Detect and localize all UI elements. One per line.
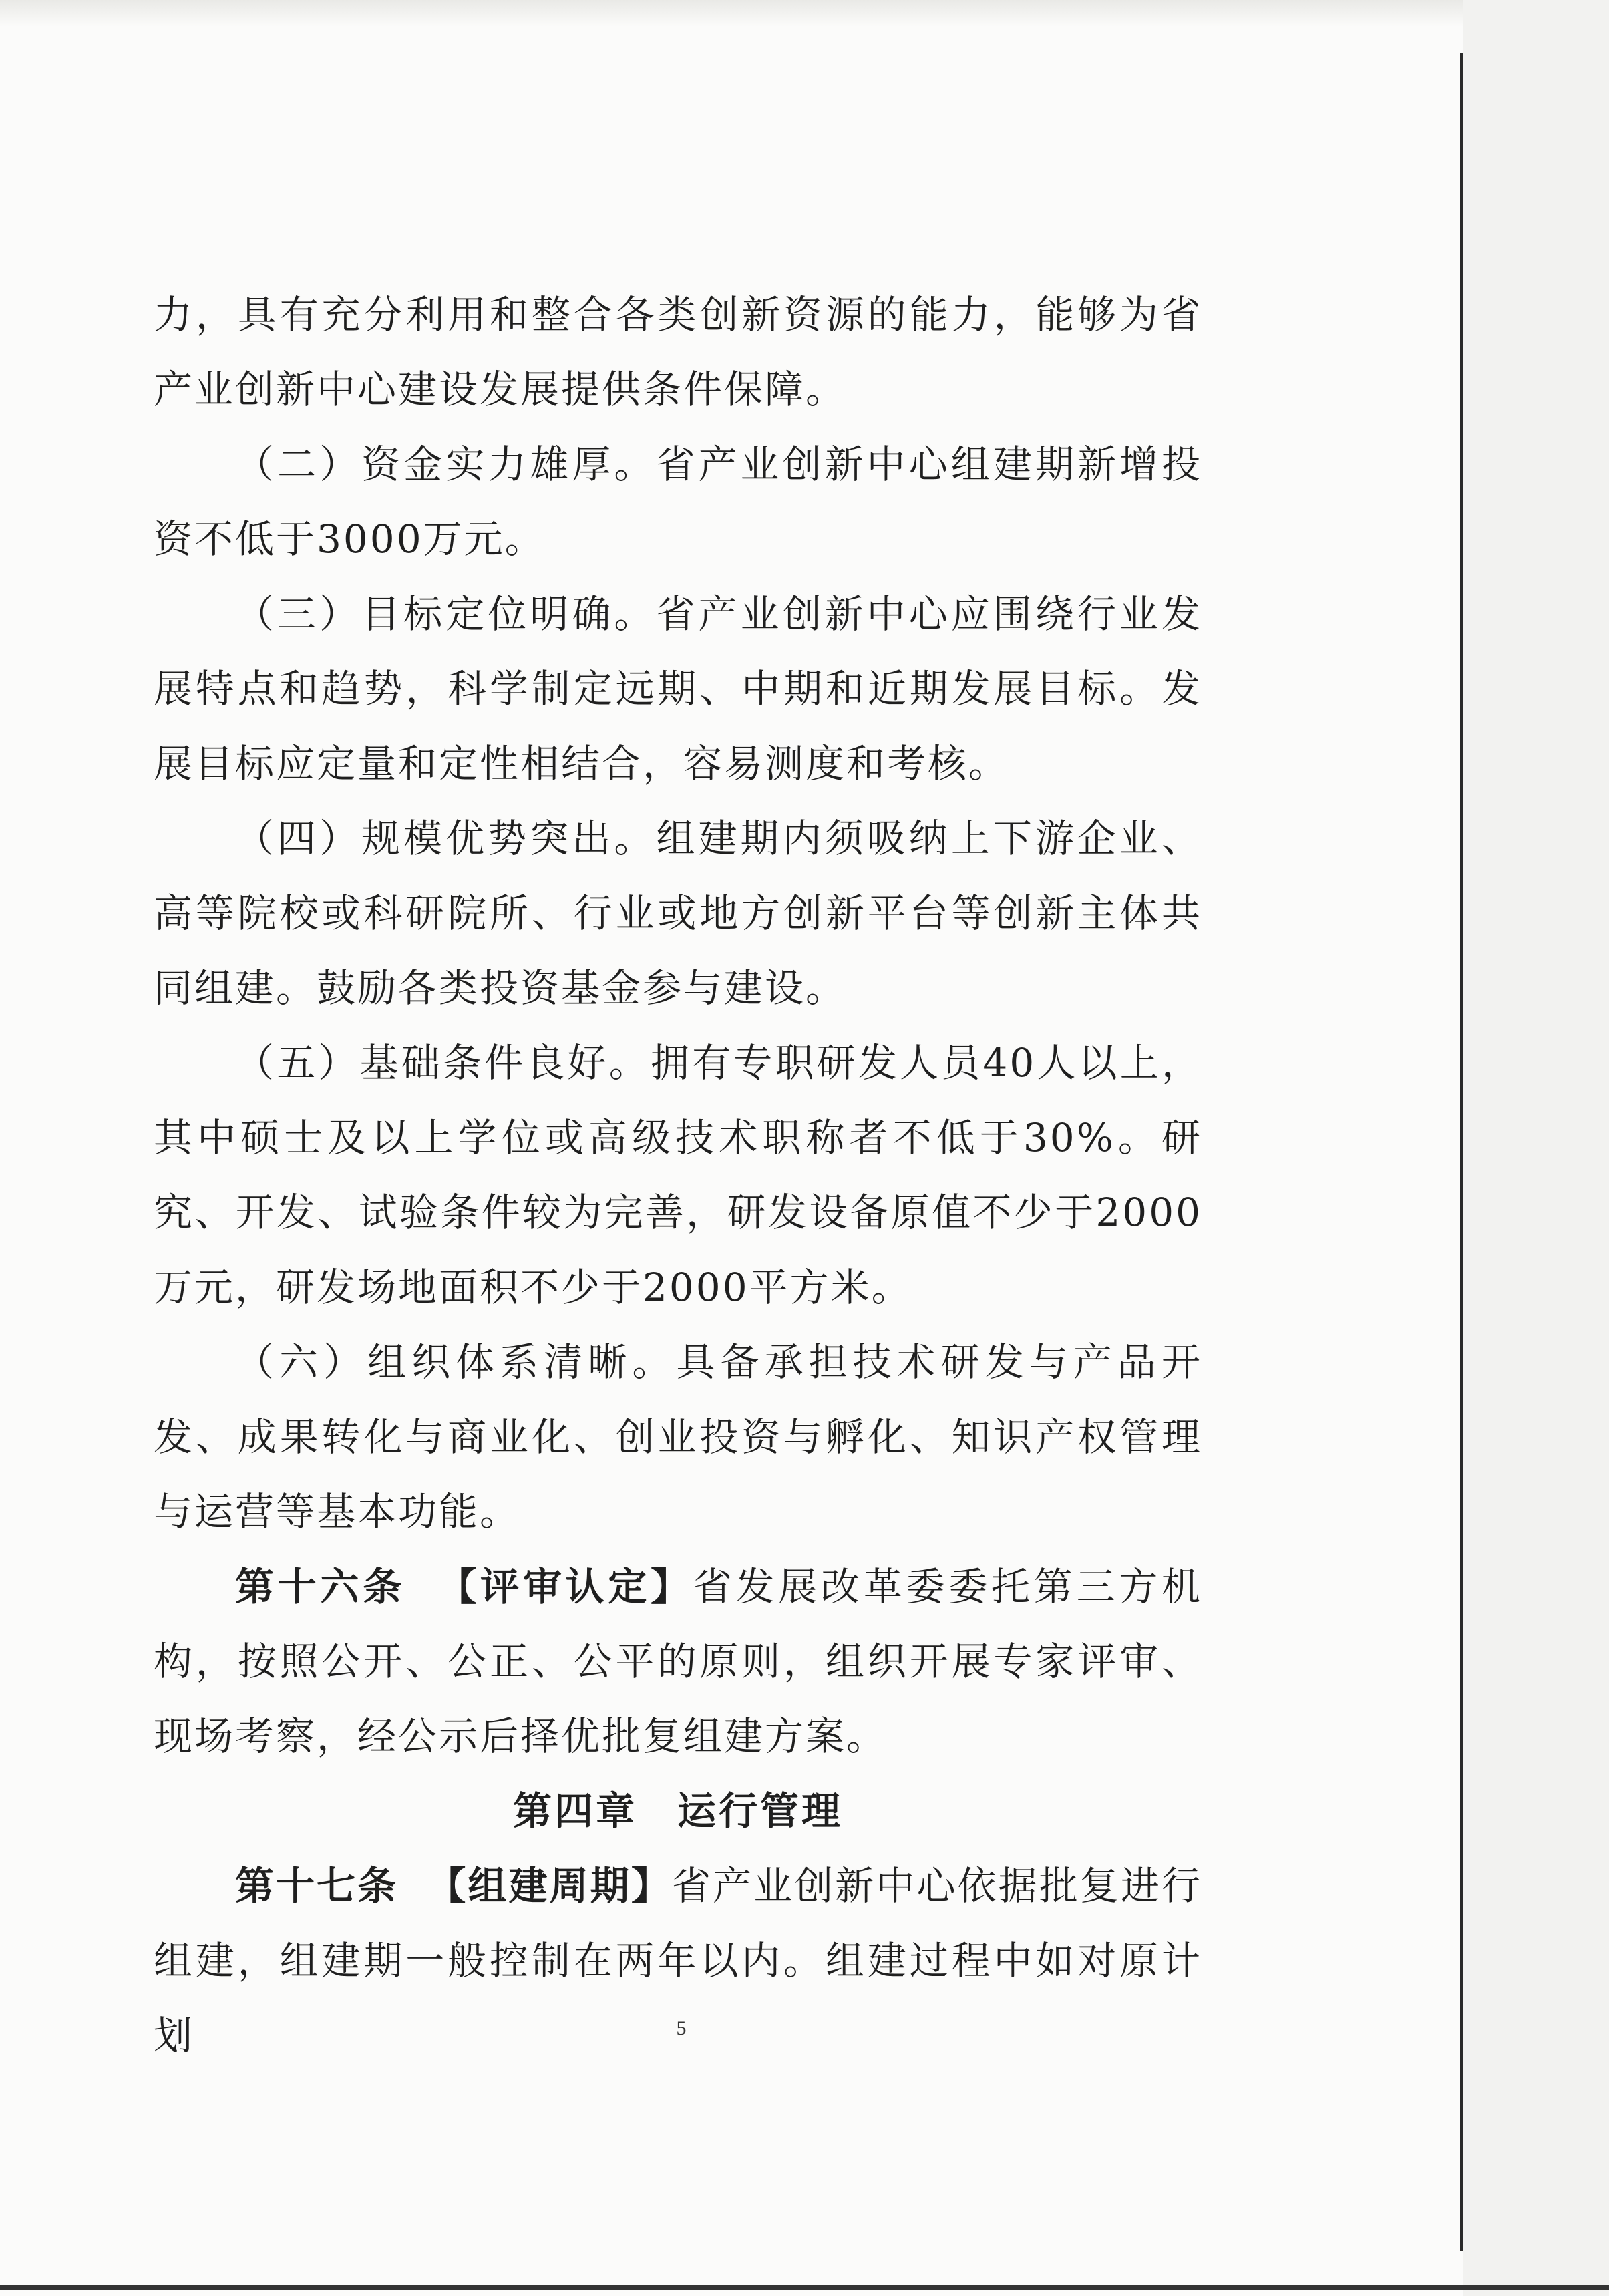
- paragraph-item-3: （三）目标定位明确。省产业创新中心应围绕行业发展特点和趋势，科学制定远期、中期和近期发展目标。发展目标应定量和定性相结合，容易测度和考核。: [154, 591, 1202, 786]
- article-16-text: 省发展改革委委托第三方机构，按照公开、公正、公平的原则，组织开展专家评审、现场考察，经公示后择优批复组建方案。: [154, 1564, 1202, 1759]
- page-number: 5: [676, 2017, 687, 2039]
- article-16: [154, 1549, 1202, 1774]
- chapter-heading: [154, 1774, 1202, 1848]
- article-17-title: 【组建周期】: [427, 1863, 672, 1909]
- chapter-title: 运行管理: [677, 1788, 844, 1834]
- paragraph-item-5: （五）基础条件良好。拥有专职研发人员40人以上，其中硕士及以上学位或高级技术职称者不低于30%。研究、开发、试验条件较为完善，研发设备原值不少于2000万元，研发场地面积不少于2000平方米。: [154, 1040, 1202, 1310]
- article-16-title: 【评审认定】: [437, 1564, 693, 1609]
- paragraph-continuation: 力，具有充分利用和整合各类创新资源的能力，能够为省产业创新中心建设发展提供条件保障。: [154, 292, 1202, 412]
- paragraph-item-4: （四）规模优势突出。组建期内须吸纳上下游企业、高等院校或科研院所、行业或地方创新平台等创新主体共同组建。鼓励各类投资基金参与建设。: [154, 816, 1202, 1011]
- scan-top-shadow: [0, 0, 1609, 27]
- paragraph-item-2: （二）资金实力雄厚。省产业创新中心组建期新增投资不低于3000万元。: [154, 442, 1202, 562]
- article-16-label: 第十六条: [235, 1564, 405, 1609]
- document-body: [154, 277, 1202, 2073]
- scan-bottom-edge-line: [0, 2285, 1609, 2290]
- article-17-text: 省产业创新中心依据批复进行组建，组建期一般控制在两年以内。组建过程中如对原计划: [154, 1863, 1202, 2058]
- paragraph-item-6: （六）组织体系清晰。具备承担技术研发与产品开发、成果转化与商业化、创业投资与孵化、知识产权管理与运营等基本功能。: [154, 1339, 1202, 1534]
- chapter-number: 第四章: [512, 1788, 637, 1834]
- scan-right-edge-line: [1460, 53, 1463, 2251]
- article-17-label: 第十七条: [235, 1863, 399, 1909]
- scan-right-margin: [1463, 0, 1609, 2296]
